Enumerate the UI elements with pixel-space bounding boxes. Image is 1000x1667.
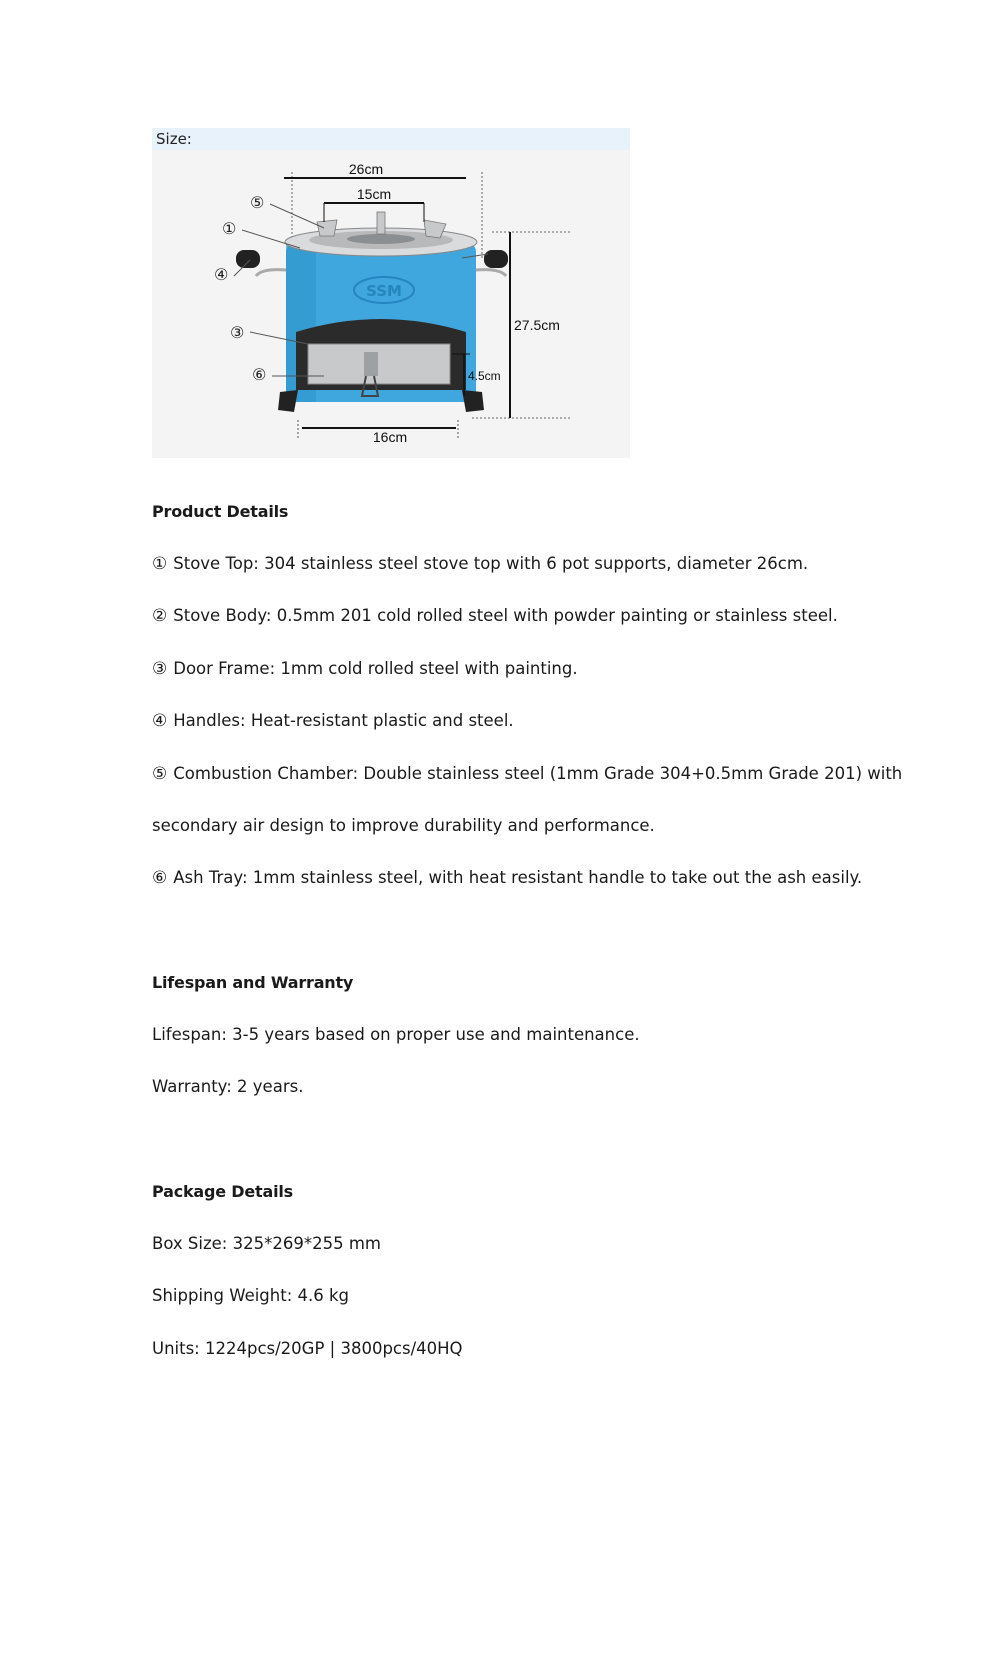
warranty-text: Warranty: 2 years. bbox=[152, 1077, 304, 1096]
detail-item-ash-tray: ⑥ Ash Tray: 1mm stainless steel, with heat resistant handle to take out the ash easily. bbox=[152, 868, 863, 888]
detail-item-stove-body: ② Stove Body: 0.5mm 201 cold rolled steel with powder painting or stainless steel. bbox=[152, 606, 838, 626]
detail-item-door-frame: ③ Door Frame: 1mm cold rolled steel with painting. bbox=[152, 659, 578, 679]
lifespan-text: Lifespan: 3-5 years based on proper use and maintenance. bbox=[152, 1025, 640, 1044]
shipping-weight-text: Shipping Weight: 4.6 kg bbox=[152, 1286, 350, 1305]
callout-3: ③ bbox=[230, 323, 245, 342]
package-heading: Package Details bbox=[152, 1182, 293, 1201]
marker-2: ② bbox=[152, 606, 168, 626]
dim-inner-diameter: 15cm bbox=[356, 186, 392, 202]
brand-mark: SSM bbox=[366, 282, 402, 300]
callout-1: ① bbox=[222, 219, 237, 238]
callout-2: ② bbox=[490, 247, 505, 266]
marker-6: ⑥ bbox=[152, 868, 168, 888]
box-size-text: Box Size: 325*269*255 mm bbox=[152, 1234, 381, 1253]
left-handle bbox=[236, 250, 260, 268]
callout-4: ④ bbox=[214, 265, 229, 284]
size-header bbox=[152, 128, 630, 150]
lifespan-heading: Lifespan and Warranty bbox=[152, 973, 354, 992]
marker-4: ④ bbox=[152, 711, 168, 731]
dim-height: 27.5cm bbox=[514, 317, 560, 333]
detail-item-combustion-chamber-cont: secondary air design to improve durability and performance. bbox=[152, 816, 655, 835]
dim-door-width: 16cm bbox=[372, 429, 408, 445]
callout-5: ⑤ bbox=[250, 193, 265, 212]
size-label: Size: bbox=[156, 130, 192, 148]
dim-top-diameter: 26cm bbox=[348, 161, 384, 177]
detail-item-combustion-chamber: ⑤ Combustion Chamber: Double stainless steel (1mm Grade 304+0.5mm Grade 201) with bbox=[152, 764, 903, 784]
units-text: Units: 1224pcs/20GP | 3800pcs/40HQ bbox=[152, 1339, 463, 1358]
marker-5: ⑤ bbox=[152, 764, 168, 784]
ash-tray bbox=[308, 344, 450, 384]
marker-3: ③ bbox=[152, 659, 168, 679]
stove-dimension-diagram bbox=[152, 150, 630, 458]
dim-door-height: 4.5cm bbox=[468, 369, 501, 383]
product-details-heading: Product Details bbox=[152, 502, 289, 521]
detail-item-stove-top: ① Stove Top: 304 stainless steel stove top with 6 pot supports, diameter 26cm. bbox=[152, 554, 809, 574]
callout-6: ⑥ bbox=[252, 365, 267, 384]
detail-item-handles: ④ Handles: Heat-resistant plastic and steel. bbox=[152, 711, 514, 731]
marker-1: ① bbox=[152, 554, 168, 574]
